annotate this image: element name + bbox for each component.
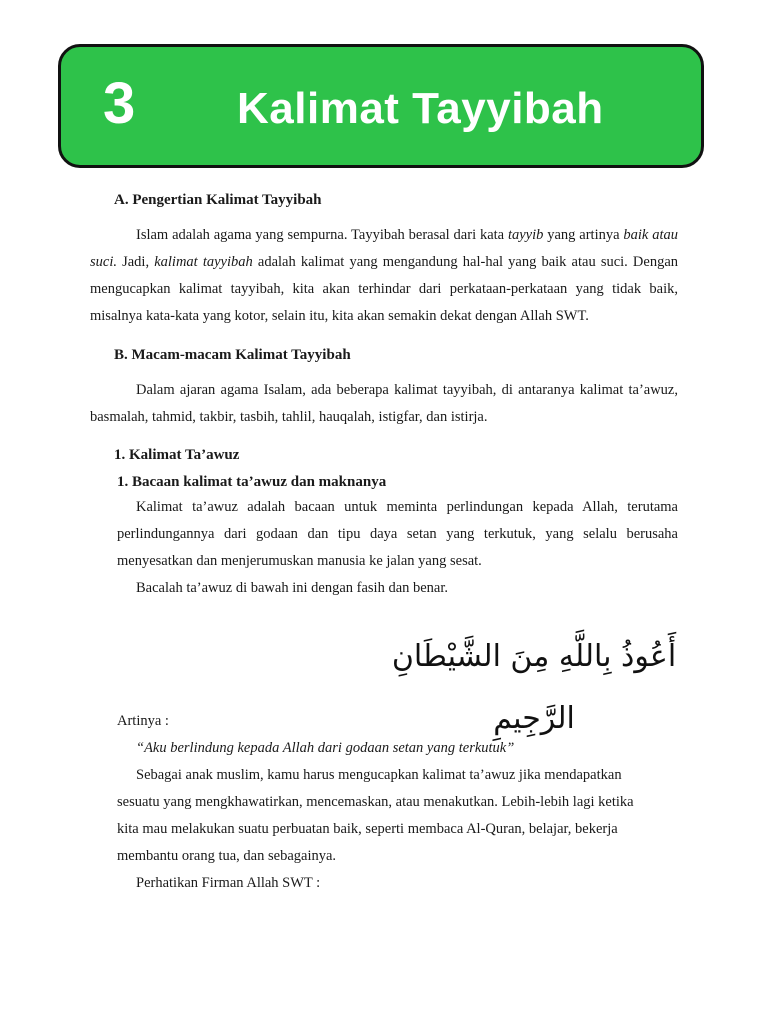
firman-allah-intro: Perhatikan Firman Allah SWT : xyxy=(136,875,321,891)
term-kalimat-tayyibah: kalimat tayyibah xyxy=(154,254,253,270)
section-b-paragraph xyxy=(90,377,678,431)
tawuz-instruction: Bacalah ta’awuz di bawah ini dengan fasih dan benar. xyxy=(136,580,449,596)
tawuz-definition-text: Kalimat ta’awuz adalah bacaan untuk meminta perlindungan kepada Allah, terutama perlindungannya dari godaan dan tipu daya setan yang terkutuk, yang selalu berusaha menyesatkan dan menjerumuskan manusia ke jalan yang sesat. xyxy=(117,499,678,569)
section-a-paragraph xyxy=(90,222,678,330)
chapter-title: Kalimat Tayyibah xyxy=(237,84,604,133)
tawuz-usage-paragraph xyxy=(117,762,657,870)
chapter-number: 3 xyxy=(103,71,136,136)
section-a-text-2: yang artinya xyxy=(543,227,624,243)
subsection-1-heading: 1. Kalimat Ta’awuz xyxy=(114,447,240,463)
subsection-1-subheading: 1. Bacaan kalimat ta’awuz dan maknanya xyxy=(117,474,387,490)
section-a-heading: A. Pengertian Kalimat Tayyibah xyxy=(114,192,322,208)
tawuz-usage-text: Sebagai anak muslim, kamu harus mengucapkan kalimat ta’awuz jika mendapatkan sesuatu yang mengkhawatirkan, mencemaskan, atau menakutkan. Lebih-lebih lagi ketika kita mau melakukan suatu perbuatan baik, seperti membaca Al-Quran, belajar, bekerja membantu orang tua, dan sebagainya. xyxy=(117,767,634,864)
section-b-heading: B. Macam-macam Kalimat Tayyibah xyxy=(114,347,351,363)
artinya-label: Artinya : xyxy=(117,713,169,729)
section-a-text-4: adalah kalimat yang mengandung hal-hal yang baik atau suci. Dengan mengucapkan kalimat tayyibah, kita akan terhindar dari perkataan-perkataan yang tidak baik, misalnya kata-kata yang kotor, selain itu, kita akan semakin dekat dengan Allah SWT. xyxy=(90,254,679,324)
tawuz-definition-paragraph xyxy=(117,494,678,575)
tawuz-translation: “Aku berlindung kepada Allah dari godaan setan yang terkutuk” xyxy=(136,740,515,756)
tawuz-arabic-text: أَعُوذُ بِاللَّهِ مِنَ الشَّيْطَانِ الرَّجِيمِ xyxy=(391,639,677,736)
chapter-banner xyxy=(58,44,704,168)
term-tayyib: tayyib xyxy=(507,227,544,243)
section-b-text: Dalam ajaran agama Isalam, ada beberapa kalimat tayyibah, di antaranya kalimat ta’awuz, basmalah, tahmid, takbir, tasbih, tahlil, hauqalah, istigfar, dan istirja. xyxy=(90,382,678,425)
section-a-text-1: Islam adalah agama yang sempurna. Tayyibah berasal dari kata xyxy=(136,227,508,243)
section-a-text-3: Jadi, xyxy=(116,254,155,270)
meaning-baik-atau-suci: baik atau suci. xyxy=(90,227,678,270)
